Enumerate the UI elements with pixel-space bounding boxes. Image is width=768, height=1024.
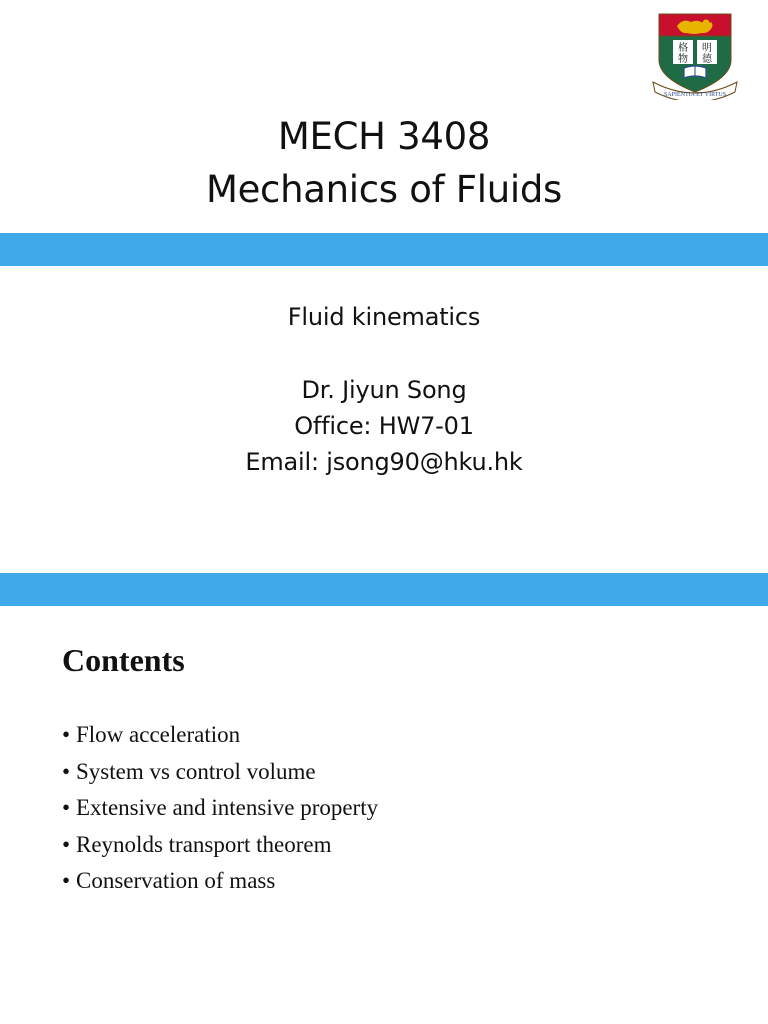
list-item-label: Extensive and intensive property: [76, 795, 379, 820]
list-item: [62, 759, 378, 796]
list-item: [62, 795, 378, 832]
bullet: •: [62, 722, 71, 747]
crest-character: 德: [702, 54, 712, 65]
divider-band-top: [0, 233, 768, 266]
crest-character: 物: [678, 54, 688, 65]
list-item-label: Flow acceleration: [76, 722, 241, 747]
crest-motto: SAPIENTIA ET VIRTUS: [663, 92, 727, 98]
course-code: MECH 3408: [277, 115, 491, 158]
course-name: Mechanics of Fluids: [205, 168, 563, 211]
crest-character: 格: [678, 43, 688, 54]
office-location: Office: HW7-01: [294, 412, 474, 440]
lecturer-name: Dr. Jiyun Song: [301, 376, 467, 404]
bullet: •: [62, 795, 71, 820]
contact-email: Email: jsong90@hku.hk: [245, 448, 523, 476]
lecture-topic: Fluid kinematics: [287, 303, 481, 331]
contents-list: [62, 722, 378, 905]
contents-heading: Contents: [62, 642, 185, 678]
bullet: •: [62, 758, 71, 784]
university-crest-icon: [651, 12, 739, 100]
list-item-label: System vs control volume: [76, 758, 316, 784]
list-item-label: Reynolds transport theorem: [76, 831, 332, 857]
bullet: •: [62, 831, 71, 857]
bullet: •: [62, 868, 71, 893]
list-item: [62, 832, 378, 869]
list-item: [62, 722, 378, 759]
crest-character: 明: [702, 43, 712, 54]
divider-band-bottom: [0, 573, 768, 606]
list-item: [62, 868, 378, 905]
list-item-label: Conservation of mass: [76, 868, 276, 893]
